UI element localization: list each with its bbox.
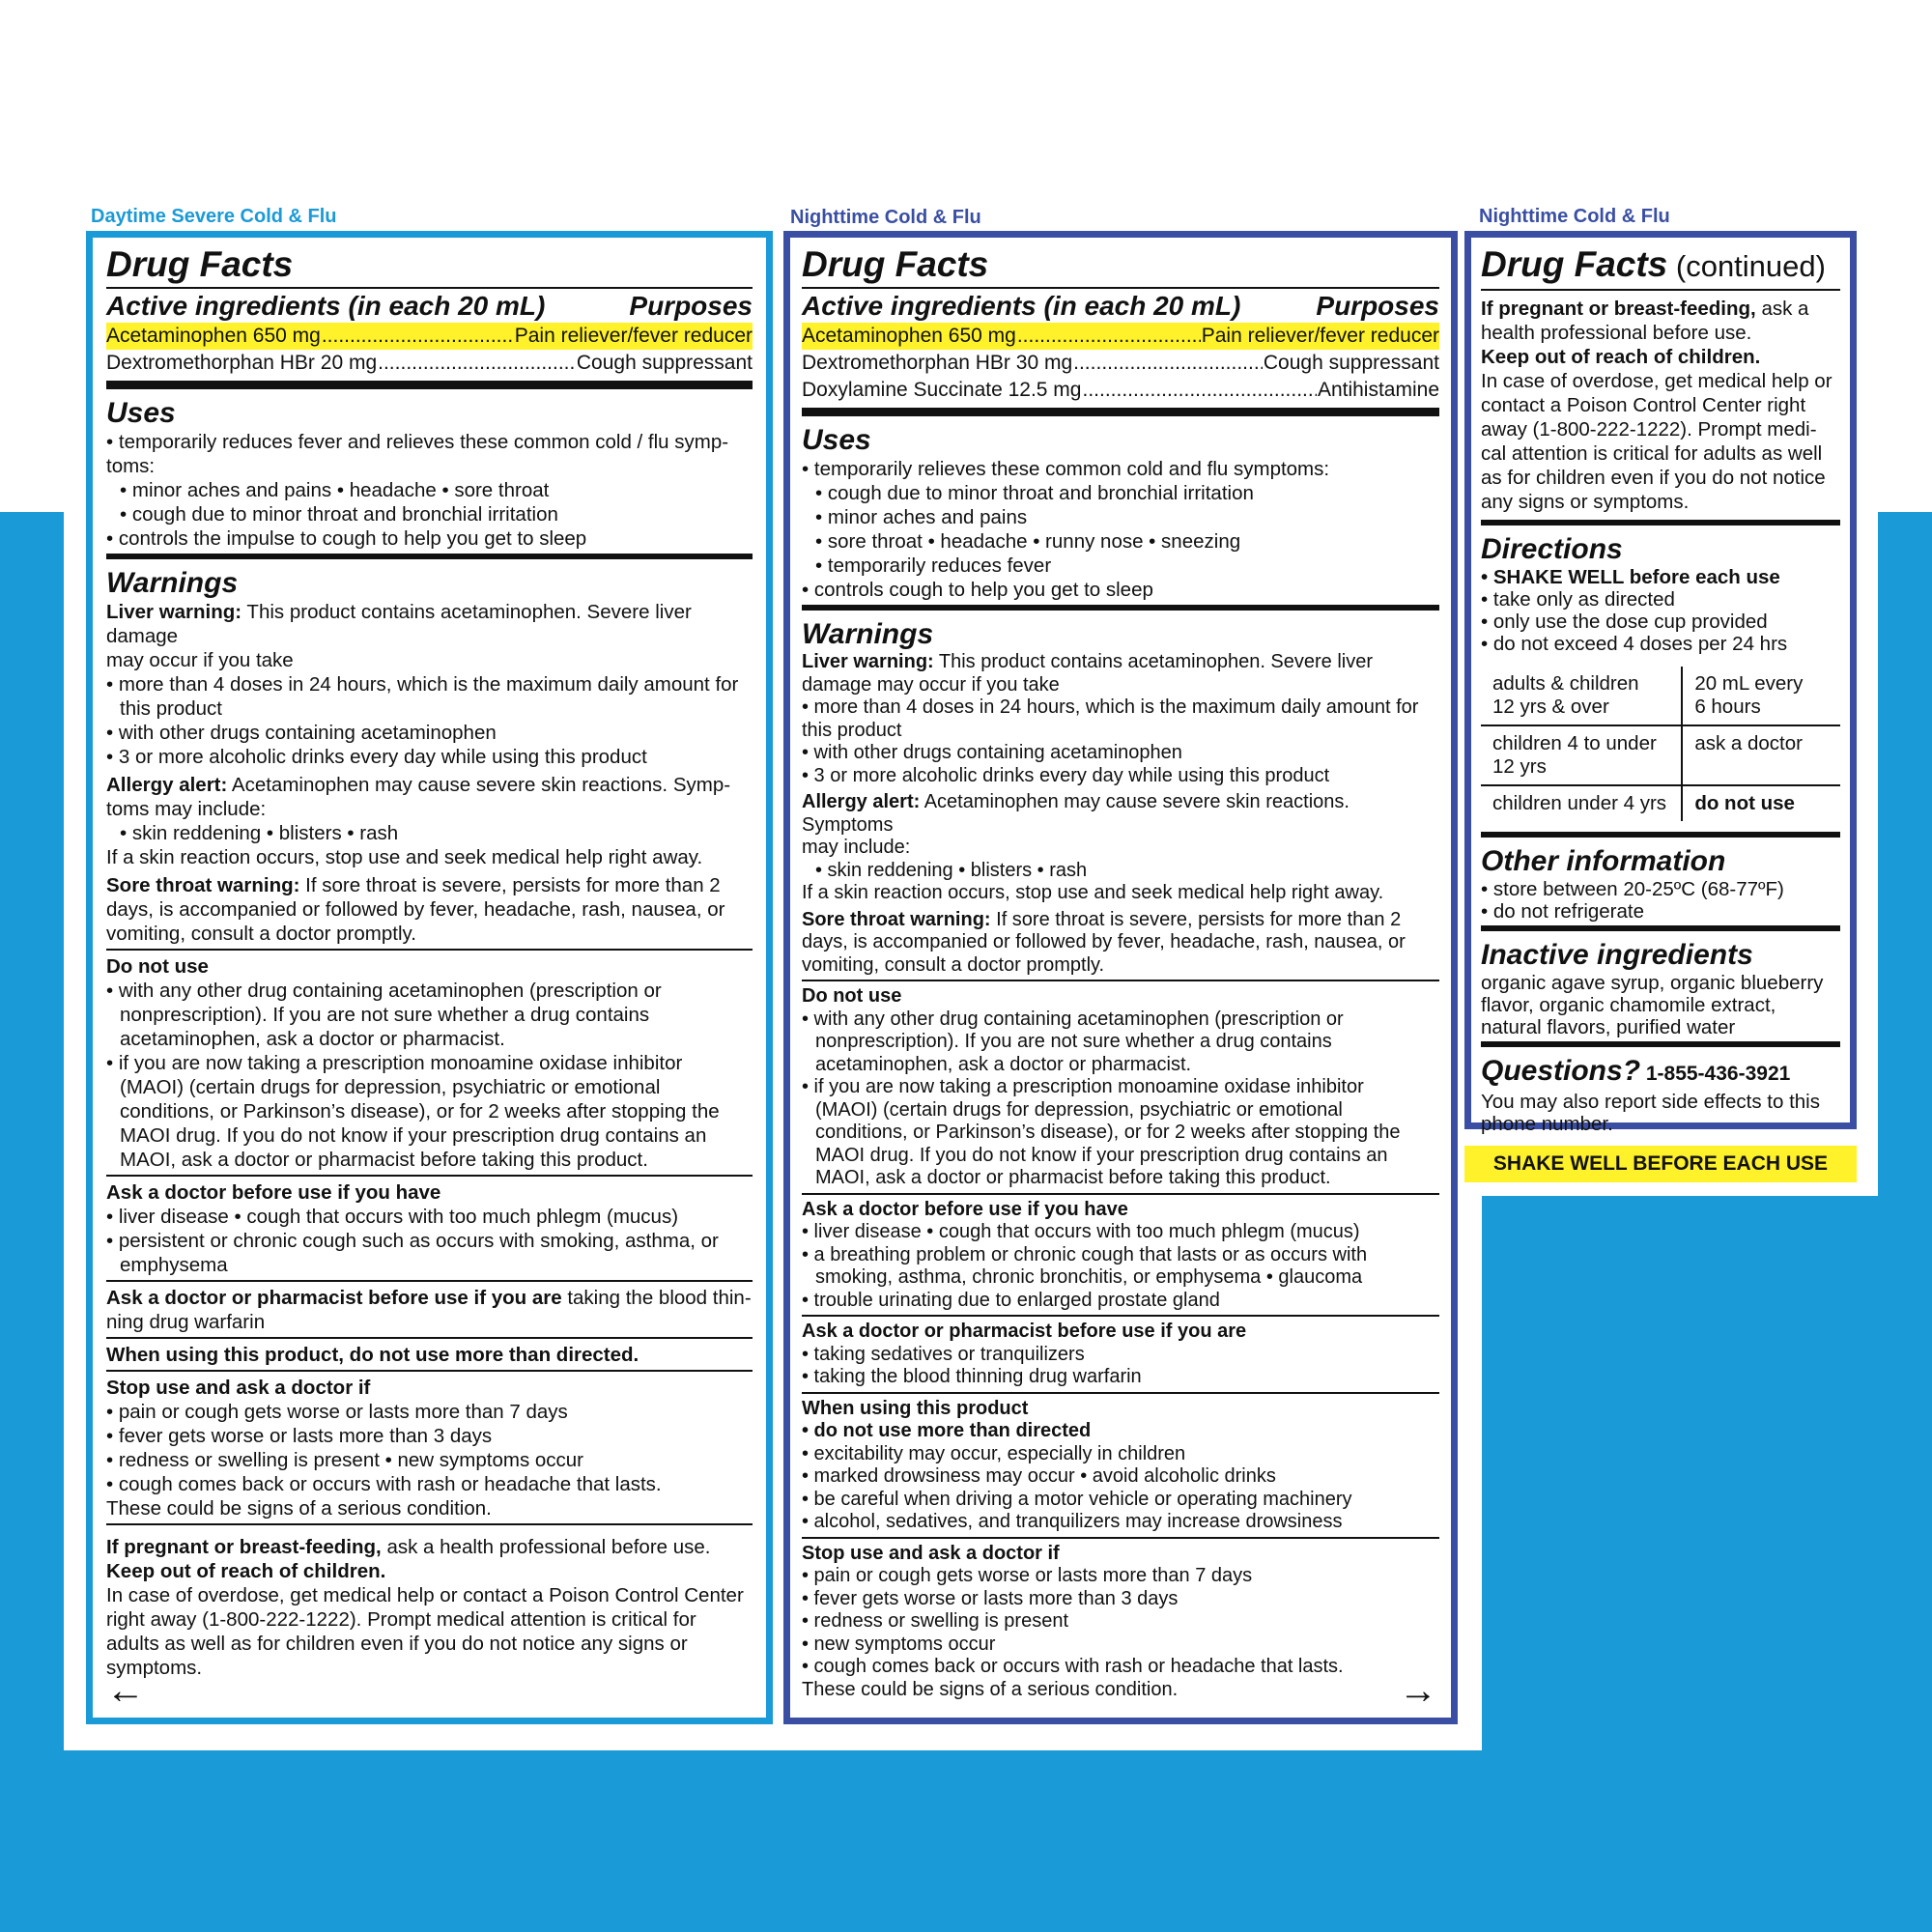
uses-section <box>802 424 1439 611</box>
sore-throat-text: If sore throat is severe, persists for more than 2 <box>990 908 1402 930</box>
uses-line: • cough due to minor throat and bronchial irritation <box>120 503 558 526</box>
table-cell-age: adults & children 12 yrs & over <box>1481 667 1682 725</box>
leader-dots <box>322 323 514 350</box>
stop-use-line: • cough comes back or occurs with rash or headache that lasts. <box>106 1473 662 1495</box>
questions-heading-row <box>1481 1055 1840 1091</box>
ingredient-row <box>106 350 753 377</box>
uses-line: • controls cough to help you get to sleep <box>802 579 1153 601</box>
ask-pharmacist-line: • taking sedatives or tranquilizers <box>802 1343 1085 1365</box>
directions-section <box>1481 533 1840 838</box>
stop-use-line: • redness or swelling is present • new symptoms occur <box>106 1449 584 1471</box>
ingredient-row <box>802 323 1439 350</box>
ask-pharmacist-text: taking the blood thin- <box>561 1287 752 1309</box>
active-ingredients-header <box>106 290 753 323</box>
table-cell-age: children under 4 yrs <box>1481 785 1682 821</box>
ingredient-name: Dextromethorphan HBr 20 mg <box>106 352 378 374</box>
ask-doctor-subsection <box>106 1175 753 1277</box>
stop-use-line: • pain or cough gets worse or lasts more than 7 days <box>106 1401 568 1423</box>
ingredient-name: Doxylamine Succinate 12.5 mg <box>802 379 1082 401</box>
do-not-use-line: MAOI, ask a doctor or pharmacist before taking this product. <box>815 1167 1331 1188</box>
uses-line: • temporarily relieves these common cold and flu symptoms: <box>802 458 1330 480</box>
overdose-line: In case of overdose, get medical help or contact a Poison Control Center <box>106 1584 744 1606</box>
ingredient-purpose: Cough suppressant <box>1263 352 1439 374</box>
inactive-ingredients-line: organic agave syrup, organic blueberry <box>1481 972 1824 994</box>
ingredients-list <box>106 323 753 389</box>
arrow-right-icon: → <box>1399 1669 1437 1712</box>
pregnancy-text: ask a <box>1755 298 1809 320</box>
directions-line: • do not exceed 4 doses per 24 hrs <box>1481 633 1788 655</box>
allergy-alert-label: Allergy alert: <box>106 774 228 796</box>
table-row <box>1481 785 1840 821</box>
do-not-use-line: nonprescription). If you are not sure whether a drug contains <box>815 1031 1332 1052</box>
inactive-ingredients-heading: Inactive ingredients <box>1481 939 1753 971</box>
pregnancy-text: ask a health professional before use. <box>381 1536 711 1558</box>
ingredient-purpose: Pain reliever/fever reducer <box>1201 325 1439 347</box>
overdose-line: right away (1-800-222-1222). Prompt medical attention is critical for <box>106 1608 696 1631</box>
ask-doctor-subsection <box>802 1193 1439 1313</box>
ask-pharmacist-subsection <box>802 1315 1439 1389</box>
do-not-use-line: • with any other drug containing acetaminophen (prescription or <box>802 1008 1344 1030</box>
continued-label: (continued) <box>1667 249 1826 283</box>
pregnancy-subsection <box>106 1523 753 1680</box>
uses-line: • minor aches and pains • headache • sore throat <box>120 479 550 501</box>
questions-line: You may also report side effects to this <box>1481 1091 1820 1113</box>
when-using-text: When using this product, do not use more than directed. <box>106 1344 639 1366</box>
do-not-use-line: MAOI, ask a doctor or pharmacist before taking this product. <box>120 1149 648 1171</box>
table-row <box>1481 725 1840 785</box>
when-using-line: • alcohol, sedatives, and tranquilizers may increase drowsiness <box>802 1511 1343 1532</box>
arrow-left-icon: ← <box>106 1669 145 1712</box>
stop-use-line: • new symptoms occur <box>802 1633 996 1655</box>
warning-line: • skin reddening • blisters • rash <box>815 859 1088 881</box>
table-cell-dose: ask a doctor <box>1682 725 1840 785</box>
do-not-use-line: MAOI drug. If you do not know if your prescription drug contains an <box>120 1124 707 1147</box>
stop-use-line: • fever gets worse or lasts more than 3 days <box>106 1425 493 1447</box>
warning-line: damage may occur if you take <box>802 673 1060 696</box>
overdose-line: as for children even if you do not notice <box>1481 467 1826 489</box>
stop-use-subsection <box>802 1537 1439 1702</box>
warning-line: this product <box>802 719 902 741</box>
active-ingredients-label: Active ingredients (in each 20 mL) <box>106 291 546 321</box>
ingredient-row <box>802 350 1439 377</box>
when-using-subsection <box>802 1392 1439 1534</box>
table-cell-age: children 4 to under 12 yrs <box>1481 725 1682 785</box>
nighttime-drug-facts-panel <box>783 231 1458 1724</box>
directions-line: • take only as directed <box>1481 588 1675 611</box>
sore-throat-text: If sore throat is severe, persists for more than 2 <box>299 874 721 896</box>
active-ingredients-label: Active ingredients (in each 20 mL) <box>802 291 1241 321</box>
daytime-panel-title: Daytime Severe Cold & Flu <box>91 206 337 227</box>
uses-line: • minor aches and pains <box>815 506 1028 528</box>
keep-out-of-reach: Keep out of reach of children. <box>106 1560 386 1582</box>
when-using-line: • excitability may occur, especially in children <box>802 1442 1186 1464</box>
when-using-line: • marked drowsiness may occur • avoid alcoholic drinks <box>802 1465 1276 1487</box>
leader-dots <box>1082 377 1316 404</box>
stop-use-line: These could be signs of a serious condition. <box>802 1678 1179 1700</box>
ingredient-row <box>802 377 1439 404</box>
pregnancy-line: health professional before use. <box>1481 322 1752 344</box>
ingredient-row <box>106 323 753 350</box>
uses-line: • cough due to minor throat and bronchial irritation <box>815 482 1254 504</box>
drug-facts-heading: Drug Facts <box>106 242 753 289</box>
do-not-use-line: acetaminophen, ask a doctor or pharmacist. <box>120 1028 505 1050</box>
warning-line: • with other drugs containing acetaminophen <box>802 742 1182 763</box>
purposes-label: Purposes <box>629 291 753 321</box>
dosage-table <box>1481 667 1840 821</box>
ask-pharmacist-heading: Ask a doctor or pharmacist before use if you are <box>802 1321 1247 1342</box>
warning-line: days, is accompanied or followed by fever, headache, rash, nausea, or <box>802 931 1406 952</box>
shake-well-banner: SHAKE WELL BEFORE EACH USE <box>1464 1146 1857 1182</box>
table-cell-dose: do not use <box>1682 785 1840 821</box>
ask-pharmacist-subsection <box>106 1280 753 1334</box>
uses-line: toms: <box>106 455 156 477</box>
active-ingredients-header <box>802 290 1439 323</box>
overdose-line: adults as well as for children even if you do not notice any signs or <box>106 1633 688 1655</box>
warning-line: vomiting, consult a doctor promptly. <box>802 953 1105 976</box>
other-information-heading: Other information <box>1481 845 1726 877</box>
warning-line: • more than 4 doses in 24 hours, which is the maximum daily amount for <box>802 696 1419 718</box>
ingredient-purpose: Cough suppressant <box>576 352 753 374</box>
uses-heading: Uses <box>802 424 871 456</box>
do-not-use-line: (MAOI) (certain drugs for depression, psychiatric or emotional <box>815 1098 1343 1121</box>
do-not-use-heading: Do not use <box>106 955 209 978</box>
ingredient-purpose: Antihistamine <box>1317 379 1439 401</box>
warning-line: • with other drugs containing acetaminophen <box>106 722 497 744</box>
uses-line: • controls the impulse to cough to help you get to sleep <box>106 527 587 550</box>
warning-line: • 3 or more alcoholic drinks every day while using this product <box>106 746 647 768</box>
other-information-line: • do not refrigerate <box>1481 900 1644 923</box>
overdose-line: away (1-800-222-1222). Prompt medi- <box>1481 418 1817 440</box>
ingredient-name: Acetaminophen 650 mg <box>802 325 1016 347</box>
ingredient-name: Acetaminophen 650 mg <box>106 325 321 347</box>
do-not-use-subsection <box>106 949 753 1172</box>
when-using-heading: When using this product <box>802 1397 1029 1419</box>
do-not-use-heading: Do not use <box>802 985 902 1007</box>
pregnancy-section <box>1481 291 1840 526</box>
liver-warning-label: Liver warning: <box>802 651 934 672</box>
directions-heading: Directions <box>1481 533 1623 565</box>
warning-line: vomiting, consult a doctor promptly. <box>106 923 416 945</box>
inactive-ingredients-line: natural flavors, purified water <box>1481 1016 1736 1038</box>
ask-pharmacist-heading: Ask a doctor or pharmacist before use if you are <box>106 1287 562 1309</box>
drug-facts-heading: Drug Facts <box>802 242 1439 289</box>
ask-doctor-line: • liver disease • cough that occurs with too much phlegm (mucus) <box>802 1221 1360 1242</box>
warning-line: If a skin reaction occurs, stop use and seek medical help right away. <box>106 846 703 868</box>
warning-line: If a skin reaction occurs, stop use and seek medical help right away. <box>802 882 1384 903</box>
ingredient-name: Dextromethorphan HBr 30 mg <box>802 352 1073 374</box>
allergy-alert-label: Allergy alert: <box>802 791 921 812</box>
leader-dots <box>378 350 576 377</box>
uses-section <box>106 397 753 559</box>
warning-line: • skin reddening • blisters • rash <box>120 822 399 844</box>
sore-throat-label: Sore throat warning: <box>802 908 991 930</box>
stop-use-line: • pain or cough gets worse or lasts more than 7 days <box>802 1565 1253 1586</box>
leader-dots <box>1073 350 1263 377</box>
questions-phone: 1-855-436-3921 <box>1640 1063 1791 1085</box>
ingredient-purpose: Pain reliever/fever reducer <box>514 325 753 347</box>
leader-dots <box>1017 323 1201 350</box>
stop-use-line: • cough comes back or occurs with rash or headache that lasts. <box>802 1656 1344 1677</box>
uses-line: • temporarily reduces fever <box>815 554 1052 577</box>
questions-section <box>1481 1055 1840 1135</box>
uses-heading: Uses <box>106 397 176 429</box>
drug-facts-continued-heading <box>1481 242 1840 291</box>
pregnancy-label: If pregnant or breast-feeding, <box>1481 298 1756 320</box>
overdose-line: In case of overdose, get medical help or <box>1481 370 1833 392</box>
drug-facts-heading: Drug Facts <box>1481 244 1668 284</box>
allergy-alert-text: Acetaminophen may cause severe skin reactions. Symp- <box>227 774 731 796</box>
other-information-section <box>1481 845 1840 931</box>
when-using-line: • be careful when driving a motor vehicle or operating machinery <box>802 1488 1352 1510</box>
ingredients-list <box>802 323 1439 416</box>
do-not-use-line: conditions, or Parkinson’s disease), or for 2 weeks after stopping the <box>815 1122 1401 1143</box>
nighttime-continued-panel-title: Nighttime Cold & Flu <box>1479 206 1670 227</box>
ask-doctor-line: smoking, asthma, chronic bronchitis, or emphysema • glaucoma <box>815 1266 1363 1288</box>
overdose-line: contact a Poison Control Center right <box>1481 394 1806 416</box>
stop-use-heading: Stop use and ask a doctor if <box>802 1542 1060 1564</box>
stop-use-subsection <box>106 1370 753 1520</box>
ask-doctor-heading: Ask a doctor before use if you have <box>106 1181 441 1204</box>
when-using-bold-line: • do not use more than directed <box>802 1420 1092 1441</box>
overdose-line: cal attention is critical for adults as well <box>1481 442 1823 465</box>
do-not-use-line: nonprescription). If you are not sure whether a drug contains <box>120 1004 650 1026</box>
uses-line: • sore throat • headache • runny nose • sneezing <box>815 530 1241 553</box>
ask-pharmacist-line: ning drug warfarin <box>106 1311 266 1333</box>
do-not-use-line: conditions, or Parkinson’s disease), or for 2 weeks after stopping the <box>120 1100 720 1122</box>
liver-warning-text: This product contains acetaminophen. Severe liver damage <box>106 601 692 647</box>
liver-warning-label: Liver warning: <box>106 601 242 623</box>
warning-line: days, is accompanied or followed by fever, headache, rash, nausea, or <box>106 898 725 921</box>
do-not-use-line: • if you are now taking a prescription monoamine oxidase inhibitor <box>106 1052 683 1074</box>
ask-pharmacist-line: • taking the blood thinning drug warfarin <box>802 1366 1142 1387</box>
ask-doctor-line: • a breathing problem or chronic cough that lasts or as occurs with <box>802 1243 1368 1265</box>
daytime-drug-facts-panel <box>86 231 773 1724</box>
warning-line: may occur if you take <box>106 649 294 671</box>
table-row <box>1481 667 1840 725</box>
when-using-subsection <box>106 1337 753 1367</box>
warnings-section <box>802 618 1439 1701</box>
do-not-use-subsection <box>802 980 1439 1190</box>
ask-doctor-heading: Ask a doctor before use if you have <box>802 1198 1128 1220</box>
nighttime-continued-panel <box>1464 231 1857 1135</box>
ask-doctor-line: • persistent or chronic cough such as occurs with smoking, asthma, or <box>106 1230 719 1252</box>
warning-line: this product <box>120 697 222 720</box>
ask-doctor-line: emphysema <box>120 1254 228 1276</box>
warnings-heading: Warnings <box>802 618 934 650</box>
table-cell-dose: 20 mL every 6 hours <box>1694 672 1804 718</box>
ask-doctor-line: • trouble urinating due to enlarged prostate gland <box>802 1289 1220 1311</box>
do-not-use-line: • if you are now taking a prescription monoamine oxidase inhibitor <box>802 1076 1364 1097</box>
uses-line: • temporarily reduces fever and relieves these common cold / flu symp- <box>106 431 729 453</box>
overdose-line: symptoms. <box>106 1657 203 1679</box>
directions-bold-line: • SHAKE WELL before each use <box>1481 566 1780 588</box>
warnings-section <box>106 567 753 1680</box>
stop-use-line: • fever gets worse or lasts more than 3 days <box>802 1587 1179 1609</box>
warning-line: • 3 or more alcoholic drinks every day while using this product <box>802 764 1330 786</box>
stop-use-heading: Stop use and ask a doctor if <box>106 1377 371 1399</box>
warnings-heading: Warnings <box>106 567 239 599</box>
warning-line: toms may include: <box>106 798 267 820</box>
pregnancy-label: If pregnant or breast-feeding, <box>106 1536 382 1558</box>
warning-line: may include: <box>802 837 911 858</box>
purposes-label: Purposes <box>1316 291 1439 321</box>
questions-line: phone number. <box>1481 1113 1613 1135</box>
do-not-use-line: (MAOI) (certain drugs for depression, psychiatric or emotional <box>120 1076 661 1098</box>
ask-doctor-line: • liver disease • cough that occurs with too much phlegm (mucus) <box>106 1206 679 1228</box>
sore-throat-label: Sore throat warning: <box>106 874 300 896</box>
inactive-ingredients-line: flavor, organic chamomile extract, <box>1481 994 1776 1016</box>
do-not-use-line: • with any other drug containing acetaminophen (prescription or <box>106 980 662 1002</box>
stop-use-line: • redness or swelling is present <box>802 1610 1069 1632</box>
questions-heading: Questions? <box>1481 1055 1641 1087</box>
liver-warning-text: This product contains acetaminophen. Severe liver <box>933 651 1374 672</box>
other-information-line: • store between 20-25ºC (68-77ºF) <box>1481 878 1784 900</box>
allergy-alert-text: Acetaminophen may cause severe skin reactions. Symptoms <box>802 791 1350 836</box>
do-not-use-line: acetaminophen, ask a doctor or pharmacist. <box>815 1053 1192 1075</box>
keep-out-of-reach: Keep out of reach of children. <box>1481 346 1761 368</box>
warning-line: • more than 4 doses in 24 hours, which is the maximum daily amount for <box>106 673 739 696</box>
do-not-use-line: MAOI drug. If you do not know if your prescription drug contains an <box>815 1144 1388 1166</box>
inactive-ingredients-section <box>1481 939 1840 1047</box>
stop-use-line: These could be signs of a serious condition. <box>106 1497 492 1520</box>
nighttime-panel-title: Nighttime Cold & Flu <box>790 207 981 228</box>
directions-line: • only use the dose cup provided <box>1481 611 1768 633</box>
overdose-line: any signs or symptoms. <box>1481 491 1690 513</box>
